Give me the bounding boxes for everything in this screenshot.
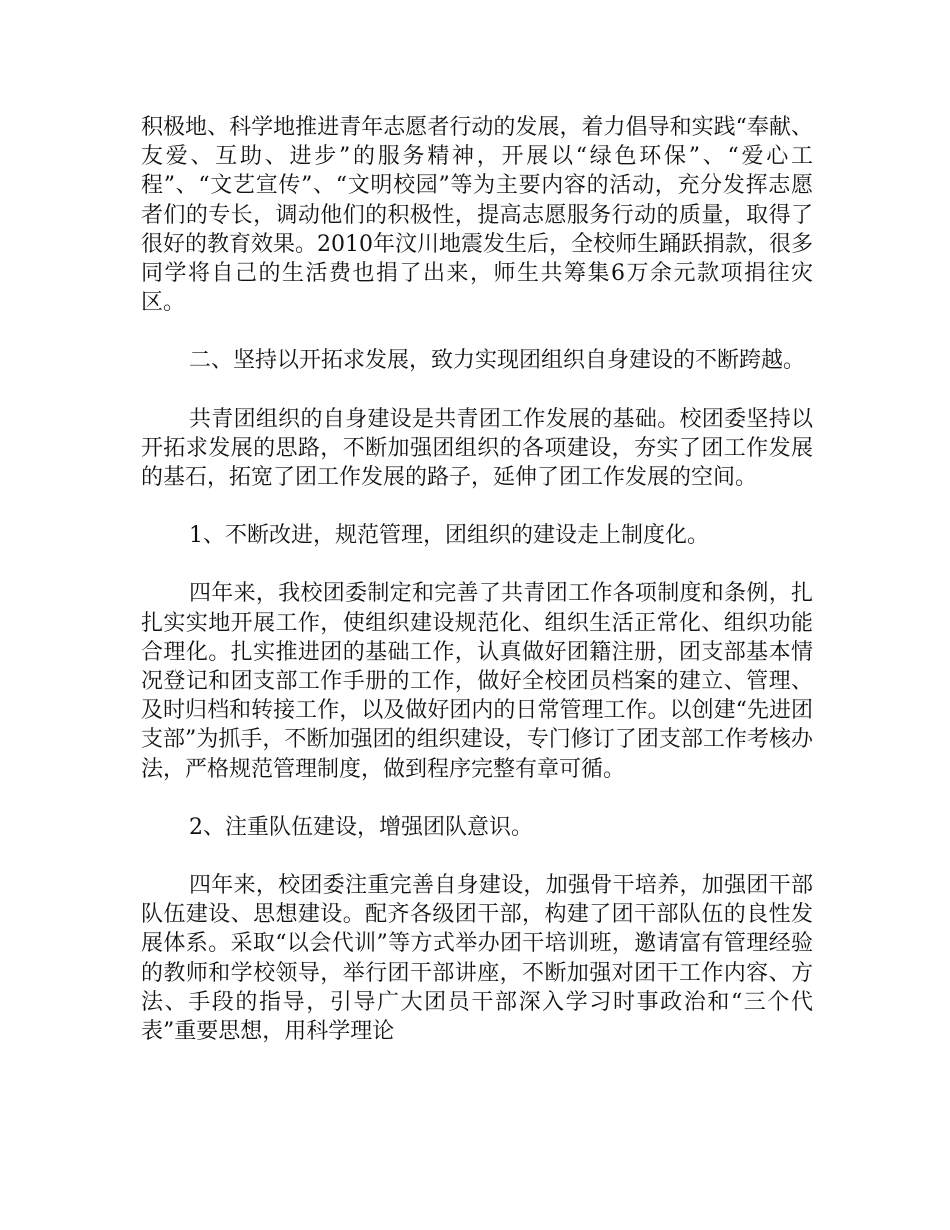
section-heading-two: 二、坚持以开拓求发展，致力实现团组织自身建设的不断跨越。 — [189, 348, 806, 374]
subheading-two: 2、注重队伍建设，增强团队意识。 — [189, 814, 533, 840]
paragraph-self-construction: 共青团组织的自身建设是共青团工作发展的基础。校团委坚持以开拓求发展的思路，不断加强团组织的各项建设，夯实了团工作发展的基石，拓宽了团工作发展的路子，延伸了团工作发展的空间。 — [141, 406, 813, 491]
paragraph-team-building: 四年来，校团委注重完善自身建设，加强骨干培养，加强团干部队伍建设、思想建设。配齐各级团干部，构建了团干部队伍的良性发展体系。采取“以会代训”等方式举办团干培训班，邀请富有管理经验的教师和学校领导，举行团干部讲座，不断加强对团干工作内容、方法、手段的指导，引导广大团员干部深入学习时事政治和“三个代表”重要思想，用科学理论 — [141, 873, 813, 1045]
document-page — [141, 113, 813, 1075]
subheading-one: 1、不断改进，规范管理，团组织的建设走上制度化。 — [189, 523, 709, 549]
paragraph-management: 四年来，我校团委制定和完善了共青团工作各项制度和条例，扎扎实实地开展工作，使组织建设规范化、组织生活正常化、组织功能合理化。扎实推进团的基础工作，认真做好团籍注册，团支部基本情况登记和团支部工作手册的工作，做好全校团员档案的建立、管理、及时归档和转接工作，以及做好团内的日常管理工作。以创建“先进团支部”为抓手，不断加强团的组织建设，专门修订了团支部工作考核办法，严格规范管理制度，做到程序完整有章可循。 — [141, 581, 813, 782]
paragraph-volunteer-activities: 积极地、科学地推进青年志愿者行动的发展，着力倡导和实践“奉献、友爱、互助、进步”的服务精神，开展以“绿色环保”、“爱心工程”、“文艺宣传”、“文明校园”等为主要内容的活动，充分发挥志愿者们的专长，调动他们的积极性，提高志愿服务行动的质量，取得了很好的教育效果。2010年汶川地震发生后，全校师生踊跃捐款，很多同学将自己的生活费也捐了出来，师生共筹集6万余元款项捐往灾区。 — [141, 115, 813, 316]
